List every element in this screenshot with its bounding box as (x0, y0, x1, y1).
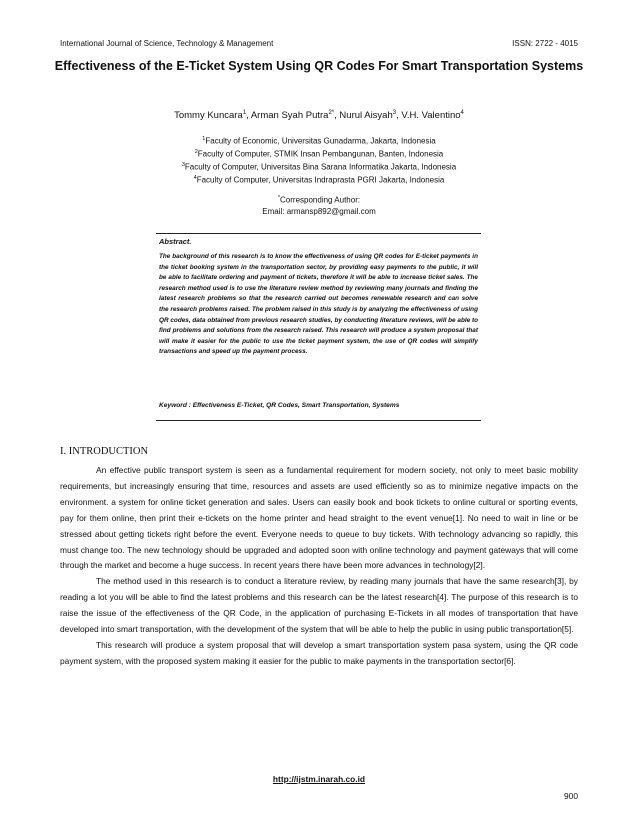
issn-label: ISSN: 2722 - 4015 (512, 39, 578, 48)
affiliation-sup: 3 (181, 162, 185, 169)
running-header (60, 39, 578, 48)
footer-url (0, 774, 638, 784)
author-name: Tommy Kuncara (174, 110, 243, 122)
corresponding-label: Corresponding Author: (280, 195, 361, 205)
journal-name: International Journal of Science, Technology & Management (60, 39, 274, 48)
keywords: Keyword : Effectiveness E-Ticket, QR Codes, Smart Transportation, Systems (159, 402, 400, 409)
affiliation-line (40, 173, 598, 186)
author-list: Tommy Kuncara$^1$, Arman Syah Putra$^{2*}$, Nurul Aisyah$^3$, V.H. Valentino$^4$ (174, 110, 464, 122)
author-sup: 2* (328, 110, 335, 116)
author-name: V.H. Valentino (401, 110, 461, 122)
corresponding-sup: * (277, 195, 281, 201)
section-body (60, 463, 578, 670)
affiliation-line (40, 134, 598, 147)
affiliation-line (40, 160, 598, 173)
affiliation-text: Faculty of Economic, Universitas Gunadarma, Jakarta, Indonesia (205, 136, 436, 146)
author-sup: 4 (460, 110, 464, 116)
affiliation-text: Faculty of Computer, STMIK Insan Pembangunan, Banten, Indonesia (197, 149, 444, 159)
affiliation-sup: 4 (193, 175, 197, 182)
corresponding-email: Email: armansp892@gmail.com (262, 207, 376, 217)
abstract-heading: Abstract. (159, 237, 192, 246)
abstract-box (156, 233, 481, 421)
body-paragraph: The method used in this research is to conduct a literature review, by reading many journals that have the same research[3], by reading a lot you will be able to find the latest problems and this research can be the latest research[4]. The purpose of this research is to raise the issue of the effectiveness of the QR Code, in the application of purchasing E-Tickets in all modes of transportation that have developed into smart transportation, with the development of the system that will be able to help the public in using public transportation[5]. (60, 576, 578, 635)
section-heading: I. INTRODUCTION (60, 446, 149, 457)
affiliation-sup: 1 (202, 136, 206, 142)
abstract-text: The background of this research is to know the effectiveness of using QR codes for E-ticket payments in the ticket booking system in the transportation sector, by providing easy payments to the public, it will be able to facilitate ordering and payment of tickets, therefore it will be able to increase ticket sales. The research method used is to use the literature review method by reviewing many journals and finding the latest research problems so that the research carried out becomes renewable research and can solve the research problems raised. The problem raised in this study is by analyzing the effectiveness of using QR codes, data obtained from previous research studies, by conducting literature reviews, will be able to find problems and solutions from the research raised. This research will produce a system proposal that will make it easier for the public to use the ticket payment system, the use of QR codes will simplify transactions and speed up the payment process. (159, 253, 478, 356)
affiliation-list (40, 134, 598, 187)
affiliation-text: Faculty of Computer, Universitas Indraprasta PGRI Jakarta, Indonesia (196, 176, 445, 186)
corresponding-label-line (40, 193, 598, 206)
author-sup: 1 (242, 110, 247, 116)
affiliation-sup: 2 (194, 149, 198, 156)
body-paragraph: This research will produce a system proposal that will develop a smart transportation system pasa system, using the QR code payment system, with the proposed system making it easier for the public to make payments in the transportation sector[6]. (60, 639, 578, 666)
author-name: Arman Syah Putra (250, 110, 329, 122)
affiliation-text: Faculty of Computer, Universitas Bina Sarana Informatika Jakarta, Indonesia (184, 162, 457, 172)
affiliation-line (40, 147, 598, 160)
corresponding-author (40, 193, 598, 218)
journal-link[interactable]: http://ijstm.inarah.co.id (272, 774, 366, 784)
author-name: Nurul Aisyah (339, 110, 393, 122)
author-sup: 3 (392, 110, 397, 116)
page-number: 900 (564, 791, 578, 801)
body-paragraph: An effective public transport system is seen as a fundamental requirement for modern society, not only to meet basic mobility requirements, but increasingly ensuring that time, resources and assets are used efficiently so as to minimize negative impacts on the environment. a system for online ticket generation and sales. Users can easily book and book tickets to online cultural or sporting events, pay for them online, then print their e-tickets on the home printer and head straight to the event venue[1]. No need to wait in line or be stressed about getting tickets right before the event. Everyone needs to queue to buy tickets. With technology advancing so rapidly, this must change too. The new technology should be upgraded and adopted soon with online technology and payment gateways that will come through the market and become a huge success. In recent years there have been more advances in technology[2]. (60, 465, 578, 571)
paper-title: Effectiveness of the E-Ticket System Using QR Codes For Smart Transportation Systems (54, 59, 584, 73)
